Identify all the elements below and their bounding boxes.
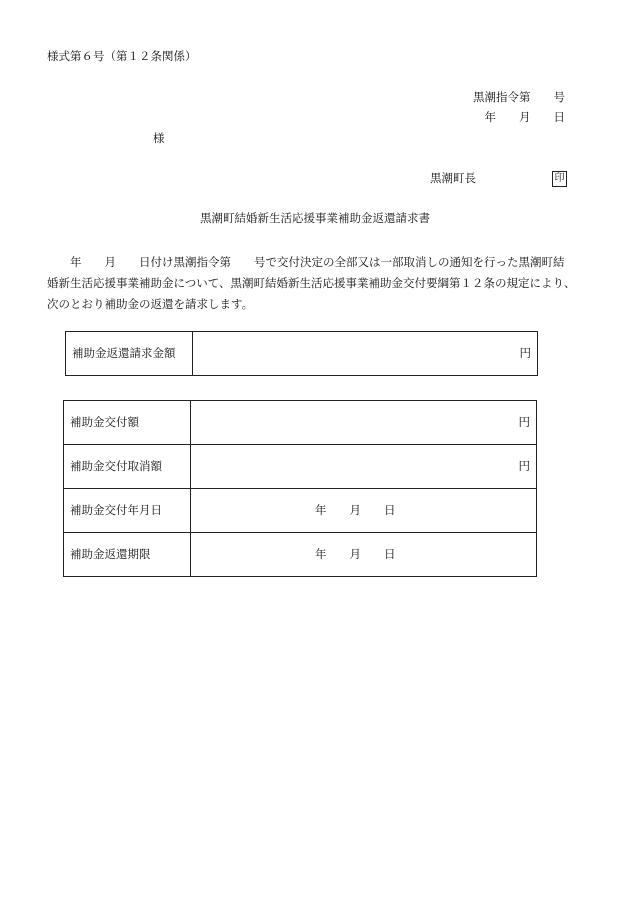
grant-amount-field[interactable]: 円: [191, 401, 537, 445]
cancelled-amount-field[interactable]: 円: [191, 445, 537, 489]
request-amount-field[interactable]: 円: [193, 332, 538, 376]
request-amount-label: 補助金返還請求金額: [66, 332, 193, 376]
table-row: [64, 533, 537, 577]
document-title: 黒潮町結婚新生活応援事業補助金返還請求書: [200, 211, 430, 225]
body-line: 年 月 日付け黒潮指令第 号で交付決定の全部又は一部取消しの通知を行った黒潮町結: [47, 255, 565, 269]
request-body: [47, 252, 587, 315]
table-row: [66, 332, 538, 376]
repayment-deadline-field[interactable]: 年 月 日: [191, 533, 537, 577]
repayment-deadline-label: 補助金返還期限: [64, 533, 191, 577]
grant-amount-label: 補助金交付額: [64, 401, 191, 445]
table-row: [64, 401, 537, 445]
issuer-name: 黒潮町長: [430, 171, 476, 185]
body-line: 婚新生活応援事業補助金について、黒潮町結婚新生活応援事業補助金交付要綱第１２条の規定により、: [47, 276, 576, 290]
addressee-honorific: 様: [153, 131, 165, 145]
cancelled-amount-label: 補助金交付取消額: [64, 445, 191, 489]
table-row: [64, 445, 537, 489]
table-row: [64, 489, 537, 533]
grant-date-field[interactable]: 年 月 日: [191, 489, 537, 533]
request-amount-table: [65, 331, 538, 376]
body-line: 次のとおり補助金の返還を請求します。: [47, 297, 254, 311]
grant-date-label: 補助金交付年月日: [64, 489, 191, 533]
form-number: 様式第６号（第１２条関係）: [47, 49, 197, 63]
grant-detail-table: [63, 400, 537, 577]
document-number: 黒潮指令第 号: [473, 90, 565, 104]
document-date: 年 月 日: [484, 110, 565, 124]
seal-mark: 印: [552, 171, 567, 187]
